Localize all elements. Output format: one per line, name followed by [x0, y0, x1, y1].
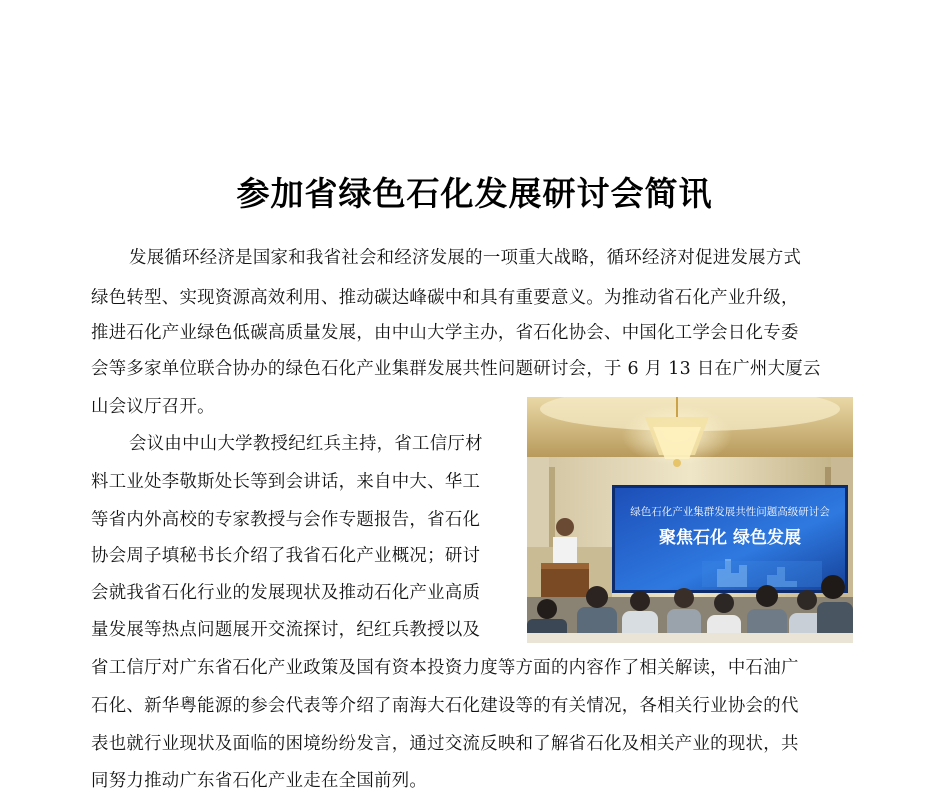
paragraph-2-line-1: 会议由中山大学教授纪红兵主持，省工信厅材 — [129, 434, 483, 454]
paragraph-2-line-3: 等省内外高校的专家教授与会作专题报告，省石化 — [91, 510, 481, 530]
paragraph-2-line-7: 省工信厅对广东省石化产业政策及国有资本投资力度等方面的内容作了相关解读，中石油广 — [91, 658, 799, 678]
document-title: 参加省绿色石化发展研讨会简讯 — [236, 174, 713, 213]
paragraph-1-line-5: 山会议厅召开。 — [91, 397, 215, 417]
paragraph-1-line-4: 会等多家单位联合协办的绿色石化产业集群发展共性问题研讨会，于 6 月 13 日在广州大厦云 — [91, 359, 821, 379]
paragraph-2-line-5: 会就我省石化行业的发展现状及推动石化产业高质 — [91, 583, 481, 603]
paragraph-2-line-2: 料工业处李敬斯处长等到会讲话，来自中大、华工 — [91, 472, 481, 492]
paragraph-2-line-8: 石化、新华粤能源的参会代表等介绍了南海大石化建设等的有关情况，各相关行业协会的代 — [91, 696, 799, 716]
paragraph-2-line-4: 协会周子填秘书长介绍了我省石化产业概况；研讨 — [91, 546, 481, 566]
screen-title: 绿色石化产业集群发展共性问题高级研讨会 — [630, 506, 830, 518]
paragraph-2-line-9: 表也就行业现状及面临的困境纷纷发言，通过交流反映和了解省石化及相关产业的现状，共 — [91, 734, 799, 754]
paragraph-1-line-1: 发展循环经济是国家和我省社会和经济发展的一项重大战略，循环经济对促进发展方式 — [129, 248, 802, 268]
paragraph-2-line-6: 量发展等热点问题展开交流探讨，纪红兵教授以及 — [91, 620, 481, 640]
screen-slogan: 聚焦石化 绿色发展 — [659, 528, 801, 548]
paragraph-2-line-10: 同努力推动广东省石化产业走在全国前列。 — [91, 771, 428, 791]
paragraph-1-line-3: 推进石化产业绿色低碳高质量发展，由中山大学主办，省石化协会、中国化工学会日化专委 — [91, 323, 799, 343]
conference-photo — [527, 397, 853, 643]
paragraph-1-line-2: 绿色转型、实现资源高效利用、推动碳达峰碳中和具有重要意义。为推动省石化产业升级， — [91, 288, 799, 308]
